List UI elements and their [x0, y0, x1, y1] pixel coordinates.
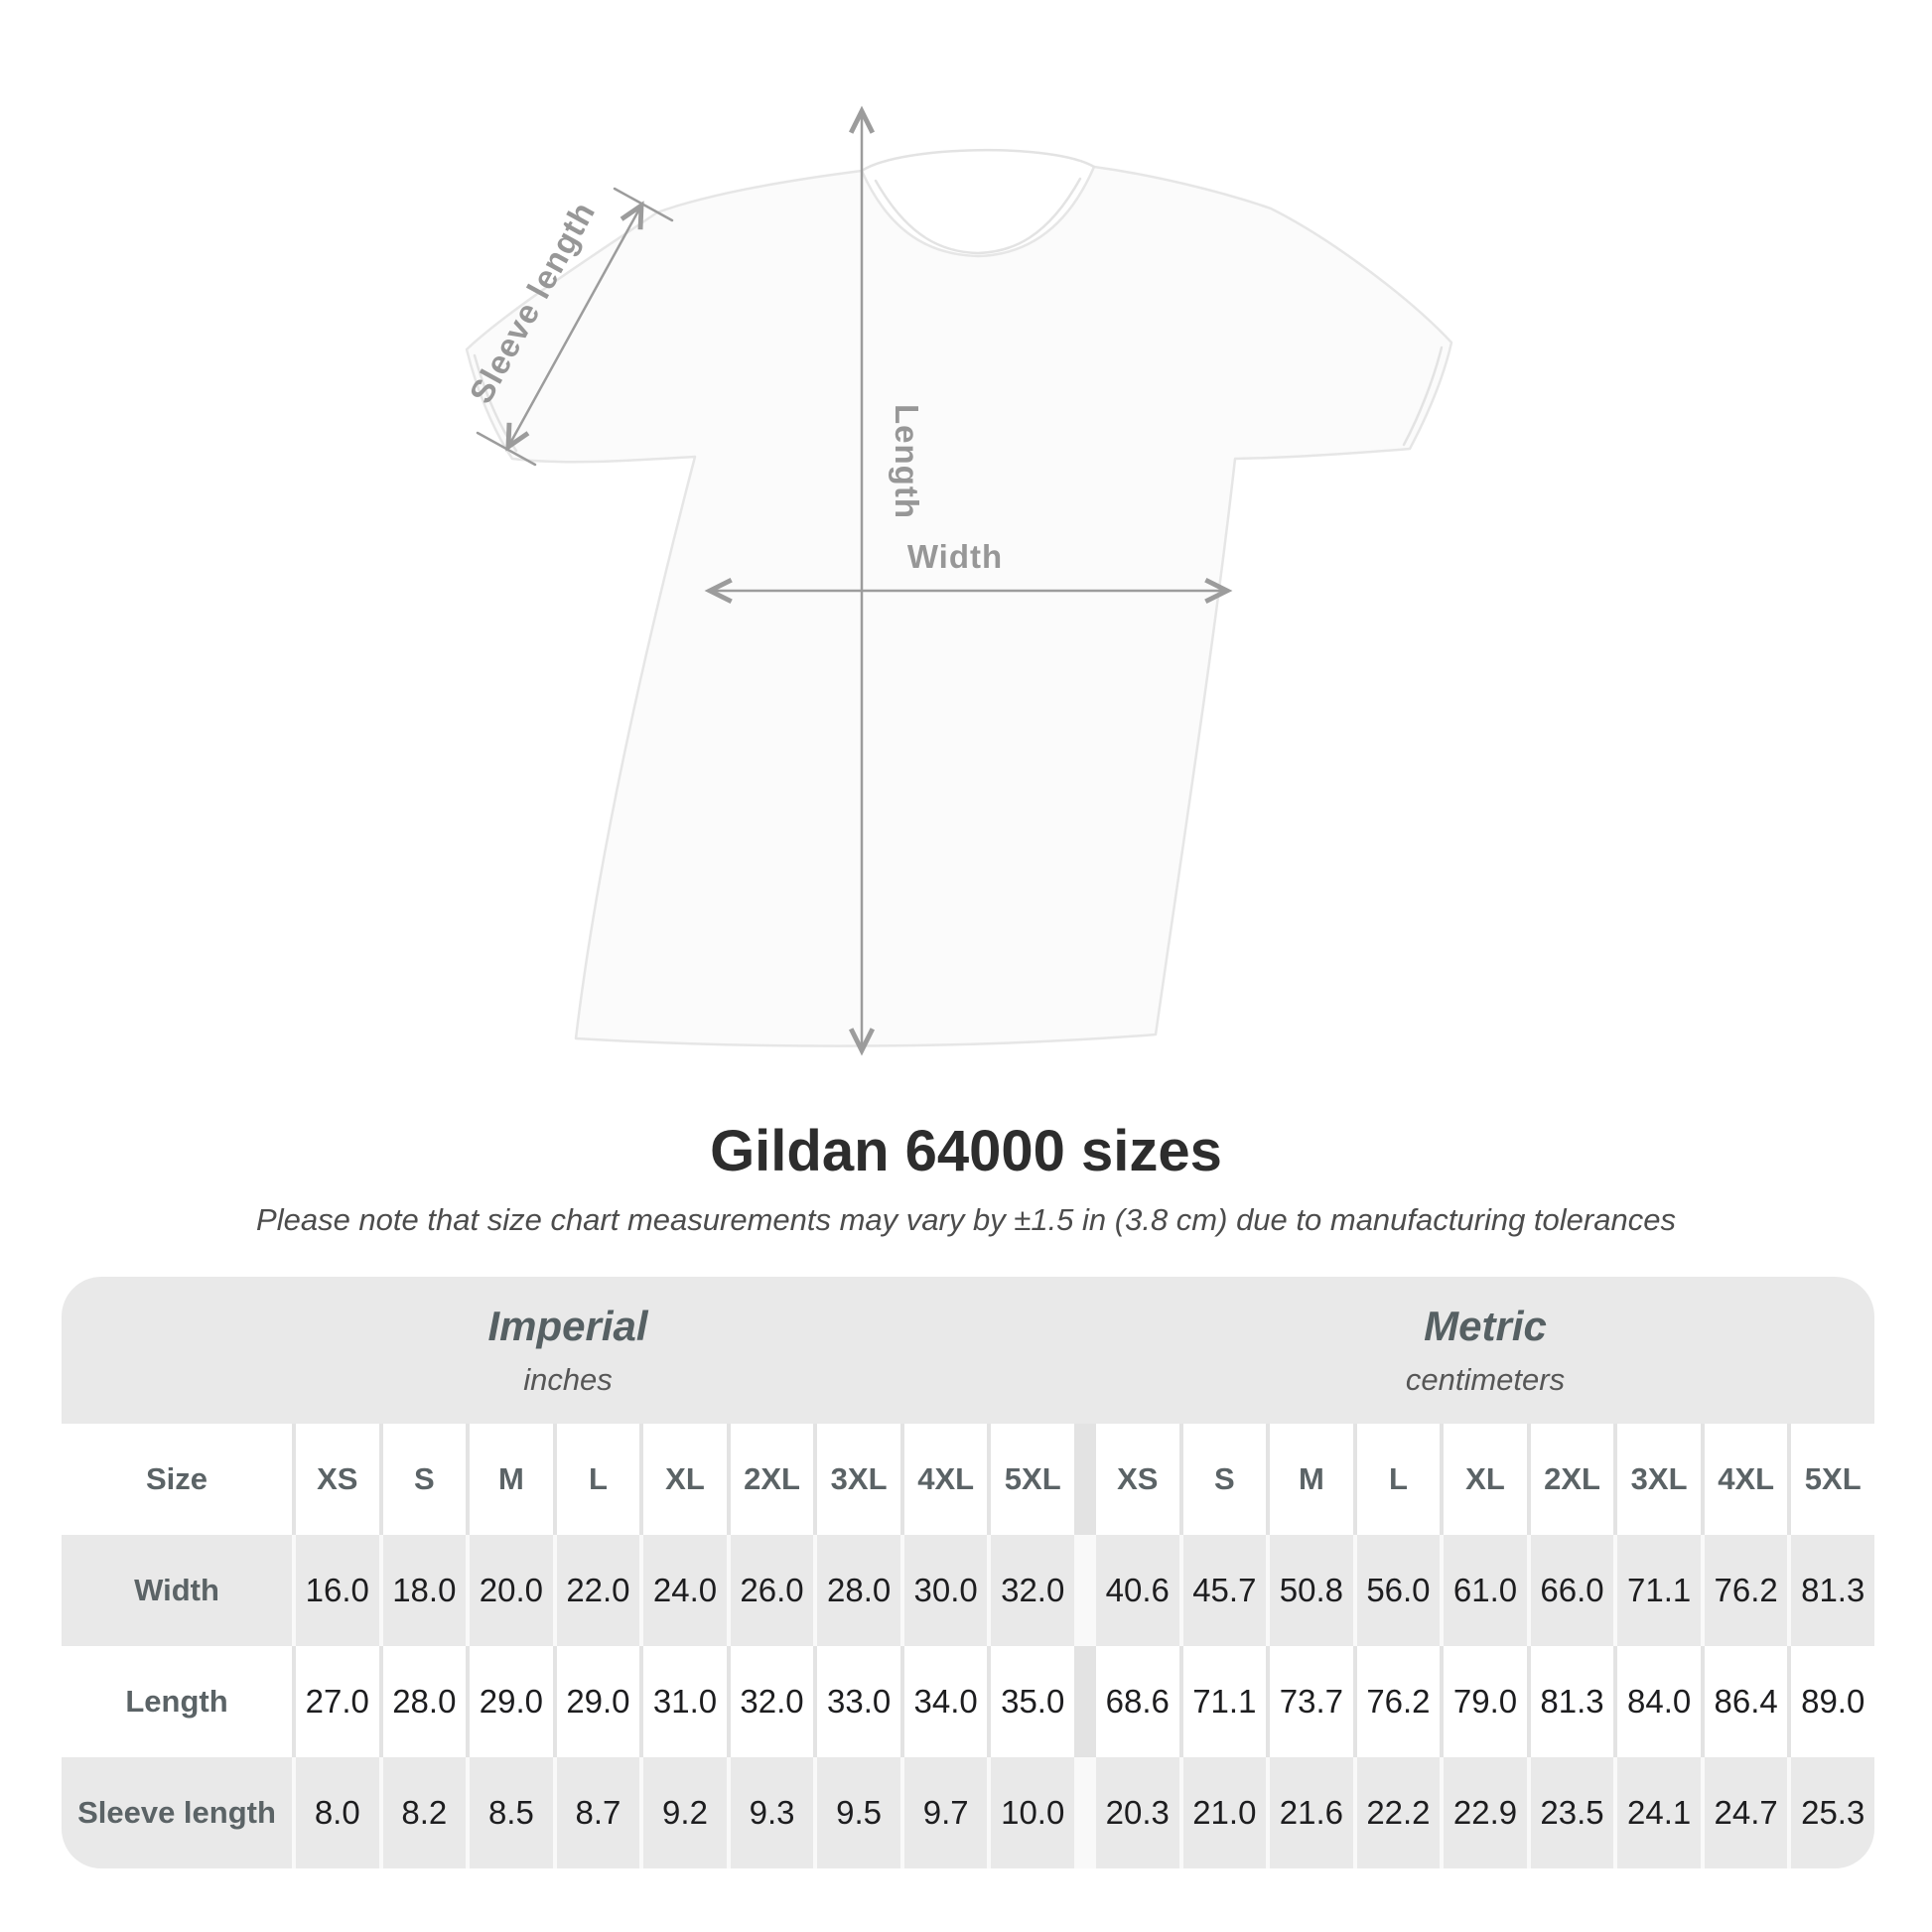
size-table: [62, 1277, 1874, 1868]
title-block: [0, 1118, 1932, 1238]
value-metric: 20.3: [1096, 1757, 1179, 1868]
size-header-imperial-l: L: [557, 1424, 640, 1535]
value-imperial: 10.0: [991, 1757, 1074, 1868]
size-header-metric-l: L: [1357, 1424, 1441, 1535]
value-metric: 68.6: [1096, 1646, 1179, 1757]
value-imperial: 18.0: [383, 1535, 467, 1646]
value-metric: 89.0: [1791, 1646, 1874, 1757]
value-imperial: 31.0: [643, 1646, 727, 1757]
value-imperial: 35.0: [991, 1646, 1074, 1757]
value-imperial: 28.0: [817, 1535, 900, 1646]
width-label: Width: [906, 538, 1004, 575]
value-metric: 24.1: [1617, 1757, 1701, 1868]
value-metric: 81.3: [1531, 1646, 1614, 1757]
size-header-imperial-3xl: 3XL: [817, 1424, 900, 1535]
collar-back-seam: [862, 150, 1094, 171]
size-header-imperial-xs: XS: [296, 1424, 379, 1535]
value-imperial: 9.2: [643, 1757, 727, 1868]
size-header-imperial-m: M: [470, 1424, 553, 1535]
value-metric: 81.3: [1791, 1535, 1874, 1646]
value-imperial: 22.0: [557, 1535, 640, 1646]
size-header-imperial-2xl: 2XL: [731, 1424, 814, 1535]
tshirt-graphic: [467, 167, 1451, 1046]
value-imperial: 16.0: [296, 1535, 379, 1646]
value-metric: 71.1: [1183, 1646, 1267, 1757]
imperial-group-header: [62, 1277, 1074, 1424]
imperial-group-unit: inches: [523, 1362, 613, 1397]
value-metric: 61.0: [1444, 1535, 1527, 1646]
value-metric: 24.7: [1705, 1757, 1788, 1868]
length-label: Length: [889, 404, 925, 519]
value-imperial: 33.0: [817, 1646, 900, 1757]
value-metric: 86.4: [1705, 1646, 1788, 1757]
imperial-group-label: Imperial: [487, 1303, 648, 1349]
value-imperial: 20.0: [470, 1535, 553, 1646]
value-metric: 40.6: [1096, 1535, 1179, 1646]
value-imperial: 34.0: [904, 1646, 988, 1757]
page-title: Gildan 64000 sizes: [710, 1119, 1222, 1183]
value-metric: 76.2: [1705, 1535, 1788, 1646]
row-label: Sleeve length: [62, 1757, 292, 1868]
value-imperial: 32.0: [731, 1646, 814, 1757]
size-header-metric-xs: XS: [1096, 1424, 1179, 1535]
size-header-imperial-4xl: 4XL: [904, 1424, 988, 1535]
value-imperial: 26.0: [731, 1535, 814, 1646]
tolerance-note: Please note that size chart measurements may vary by ±1.5 in (3.8 cm) due to manufacturing tolerances: [256, 1202, 1676, 1237]
table-row-sleeve-length: [62, 1757, 1874, 1868]
group-gap: [1078, 1535, 1092, 1646]
value-metric: 71.1: [1617, 1535, 1701, 1646]
value-imperial: 8.2: [383, 1757, 467, 1868]
row-label: Length: [62, 1646, 292, 1757]
value-metric: 45.7: [1183, 1535, 1267, 1646]
value-imperial: 9.3: [731, 1757, 814, 1868]
value-metric: 66.0: [1531, 1535, 1614, 1646]
size-header-metric-xl: XL: [1444, 1424, 1527, 1535]
value-metric: 79.0: [1444, 1646, 1527, 1757]
size-column-header: Size: [62, 1424, 292, 1535]
sleeve-length-label: Sleeve length: [462, 195, 603, 410]
value-metric: 73.7: [1270, 1646, 1353, 1757]
value-imperial: 8.5: [470, 1757, 553, 1868]
value-imperial: 32.0: [991, 1535, 1074, 1646]
row-label: Width: [62, 1535, 292, 1646]
table-header-row: [62, 1424, 1874, 1535]
value-metric: 23.5: [1531, 1757, 1614, 1868]
size-table-rows: [62, 1424, 1874, 1868]
table-row-width: [62, 1535, 1874, 1646]
size-header-metric-5xl: 5XL: [1791, 1424, 1874, 1535]
value-metric: 84.0: [1617, 1646, 1701, 1757]
value-imperial: 27.0: [296, 1646, 379, 1757]
value-imperial: 9.5: [817, 1757, 900, 1868]
size-header-imperial-s: S: [383, 1424, 467, 1535]
value-imperial: 28.0: [383, 1646, 467, 1757]
metric-group-unit: centimeters: [1405, 1362, 1566, 1397]
value-metric: 56.0: [1357, 1535, 1441, 1646]
value-imperial: 9.7: [904, 1757, 988, 1868]
table-row-length: [62, 1646, 1874, 1757]
value-imperial: 30.0: [904, 1535, 988, 1646]
value-imperial: 8.7: [557, 1757, 640, 1868]
group-gap: [1078, 1646, 1092, 1757]
value-imperial: 8.0: [296, 1757, 379, 1868]
unit-group-header: [62, 1277, 1874, 1424]
size-header-metric-2xl: 2XL: [1531, 1424, 1614, 1535]
value-metric: 22.2: [1357, 1757, 1441, 1868]
metric-group-label: Metric: [1424, 1303, 1547, 1349]
size-header-imperial-xl: XL: [643, 1424, 727, 1535]
value-metric: 21.0: [1183, 1757, 1267, 1868]
group-gap: [1078, 1757, 1092, 1868]
value-imperial: 24.0: [643, 1535, 727, 1646]
size-header-metric-m: M: [1270, 1424, 1353, 1535]
value-imperial: 29.0: [557, 1646, 640, 1757]
size-header-imperial-5xl: 5XL: [991, 1424, 1074, 1535]
value-imperial: 29.0: [470, 1646, 553, 1757]
value-metric: 21.6: [1270, 1757, 1353, 1868]
size-header-metric-4xl: 4XL: [1705, 1424, 1788, 1535]
size-header-metric-s: S: [1183, 1424, 1267, 1535]
value-metric: 76.2: [1357, 1646, 1441, 1757]
group-gap: [1078, 1424, 1092, 1535]
value-metric: 50.8: [1270, 1535, 1353, 1646]
value-metric: 22.9: [1444, 1757, 1527, 1868]
value-metric: 25.3: [1791, 1757, 1874, 1868]
metric-group-header: [1096, 1277, 1874, 1424]
size-header-metric-3xl: 3XL: [1617, 1424, 1701, 1535]
